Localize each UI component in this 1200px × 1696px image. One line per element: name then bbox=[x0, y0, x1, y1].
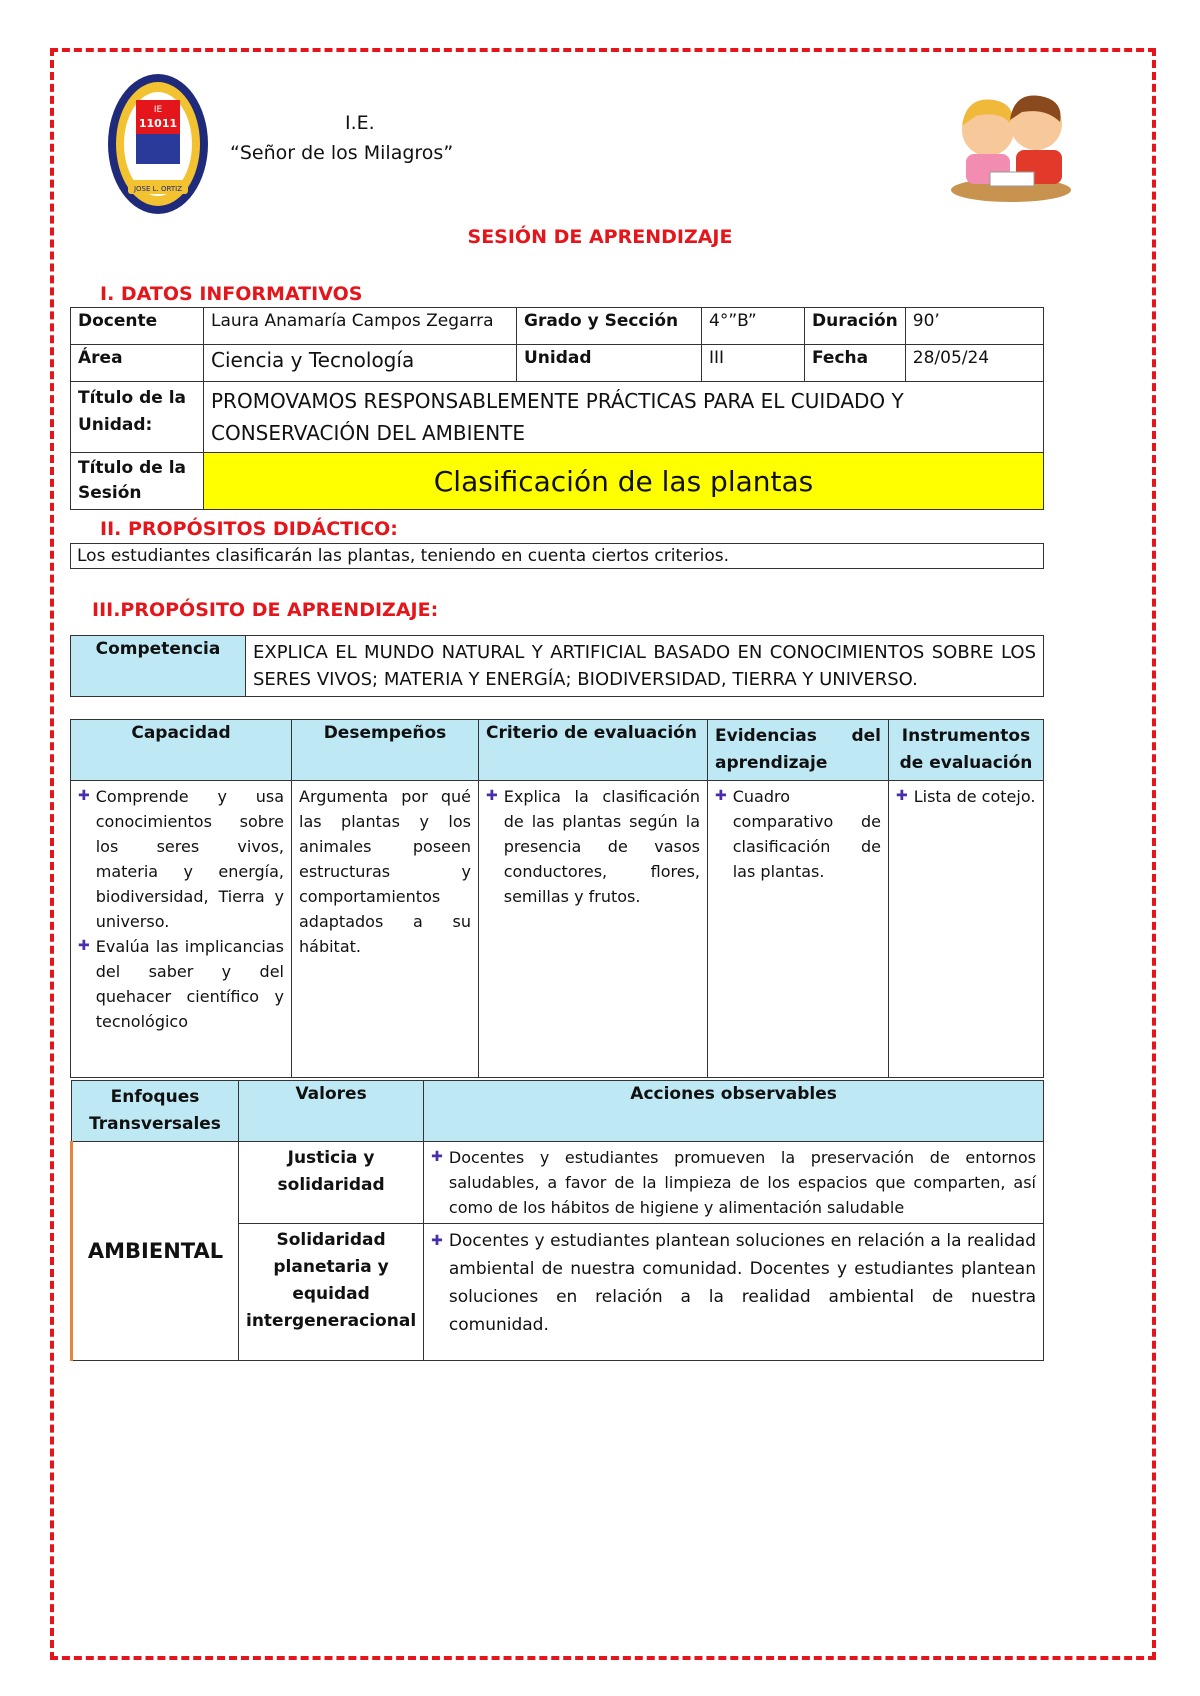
unidad-label: Unidad bbox=[517, 345, 702, 382]
list-item: ✚ Explica la clasificación de las plantas según la presencia de vasos conductores, flores, semillas y frutos. bbox=[486, 784, 700, 909]
titulo-unidad-value: PROMOVAMOS RESPONSABLEMENTE PRÁCTICAS PARA EL CUIDADO Y CONSERVACIÓN DEL AMBIENTE bbox=[204, 382, 1044, 453]
accion-2 bbox=[424, 1224, 1044, 1361]
header-capacidad: Capacidad bbox=[71, 720, 292, 781]
evaluation-table bbox=[70, 719, 1044, 1078]
cell-criterio bbox=[479, 781, 708, 1078]
grado-value: 4°”B” bbox=[702, 308, 805, 345]
list-item: ✚ Comprende y usa conocimientos sobre los seres vivos, materia y energía, biodiversidad, Tierra y universo. bbox=[78, 784, 284, 934]
section-proposito-aprendizaje: III.PROPÓSITO DE APRENDIZAJE: bbox=[92, 599, 439, 621]
cell-instrumentos bbox=[889, 781, 1044, 1078]
enfoques-table bbox=[70, 1080, 1044, 1361]
cell-desempenos: Argumenta por qué las plantas y los animales poseen estructuras y comportamientos adaptados a su hábitat. bbox=[292, 781, 479, 1078]
titulo-sesion-label: Título de la Sesión bbox=[71, 453, 204, 510]
proposito-didactico-table bbox=[70, 543, 1044, 569]
docente-label: Docente bbox=[71, 308, 204, 345]
fecha-value: 28/05/24 bbox=[905, 345, 1043, 382]
header-evidencias: Evidencias del aprendizaje bbox=[708, 720, 889, 781]
bullet-icon: ✚ bbox=[431, 1149, 443, 1165]
kids-reading-image bbox=[946, 86, 1076, 204]
list-item: ✚ Cuadro comparativo de clasificación de las plantas. bbox=[715, 784, 881, 884]
bullet-icon: ✚ bbox=[486, 788, 498, 804]
list-item: ✚ Docentes y estudiantes plantean soluciones en relación a la realidad ambiental de nuestra comunidad. Docentes y estudiantes plantean soluciones en relación a la realidad ambiental de nuestra comunidad. bbox=[431, 1227, 1036, 1339]
section-datos-informativos: I. DATOS INFORMATIVOS bbox=[100, 283, 363, 305]
competencia-value: EXPLICA EL MUNDO NATURAL Y ARTIFICIAL BASADO EN CONOCIMIENTOS SOBRE LOS SERES VIVOS; MATERIA Y ENERGÍA; BIODIVERSIDAD, TIERRA Y UNIVERSO. bbox=[246, 636, 1044, 697]
list-item: ✚ Evalúa las implicancias del saber y del quehacer científico y tecnológico bbox=[78, 934, 284, 1034]
fecha-label: Fecha bbox=[805, 345, 906, 382]
session-title: SESIÓN DE APRENDIZAJE bbox=[467, 226, 733, 248]
duracion-label: Duración bbox=[805, 308, 906, 345]
valor-solidaridad: Solidaridad planetaria y equidad intergeneracional bbox=[239, 1224, 424, 1361]
bullet-icon: ✚ bbox=[431, 1233, 443, 1249]
section-propositos: II. PROPÓSITOS DIDÁCTICO: bbox=[100, 518, 398, 540]
header-criterio: Criterio de evaluación bbox=[479, 720, 708, 781]
unidad-value: III bbox=[702, 345, 805, 382]
accion-1 bbox=[424, 1142, 1044, 1224]
info-table bbox=[70, 307, 1044, 510]
bullet-icon: ✚ bbox=[715, 788, 727, 804]
bullet-icon: ✚ bbox=[78, 938, 90, 954]
proposito-didactico-text: Los estudiantes clasificarán las plantas, teniendo en cuenta ciertos criterios. bbox=[71, 544, 1044, 569]
list-item: ✚ Lista de cotejo. bbox=[896, 784, 1036, 809]
header-desempenos: Desempeños bbox=[292, 720, 479, 781]
school-logo bbox=[106, 72, 210, 216]
duracion-value: 90’ bbox=[905, 308, 1043, 345]
logo-number: 11011 bbox=[138, 117, 178, 130]
school-line1: I.E. bbox=[345, 112, 375, 134]
header-instrumentos: Instrumentos de evaluación bbox=[889, 720, 1044, 781]
header-valores: Valores bbox=[239, 1081, 424, 1142]
area-value: Ciencia y Tecnología bbox=[204, 345, 517, 382]
area-label: Área bbox=[71, 345, 204, 382]
bullet-icon: ✚ bbox=[78, 788, 90, 804]
valor-justicia: Justicia y solidaridad bbox=[239, 1142, 424, 1224]
logo-bottom-text: JOSE L. ORTIZ bbox=[133, 185, 183, 193]
header-acciones: Acciones observables bbox=[424, 1081, 1044, 1142]
competencia-label: Competencia bbox=[71, 636, 246, 697]
titulo-unidad-label: Título de la Unidad: bbox=[71, 382, 204, 453]
cell-capacidad bbox=[71, 781, 292, 1078]
school-line2: “Señor de los Milagros” bbox=[230, 142, 454, 164]
logo-ie: IE bbox=[153, 105, 163, 115]
cell-evidencias bbox=[708, 781, 889, 1078]
header-enfoques: Enfoques Transversales bbox=[72, 1081, 239, 1142]
list-item: ✚ Docentes y estudiantes promueven la preservación de entornos saludables, a favor de la limpieza de los espacios que comparten, así como de los hábitos de higiene y alimentación saludable bbox=[431, 1145, 1036, 1220]
enfoque-ambiental: AMBIENTAL bbox=[72, 1142, 239, 1361]
competencia-table bbox=[70, 635, 1044, 697]
school-name bbox=[230, 108, 530, 168]
grado-label: Grado y Sección bbox=[517, 308, 702, 345]
titulo-sesion-value: Clasificación de las plantas bbox=[204, 453, 1044, 510]
bullet-icon: ✚ bbox=[896, 788, 908, 804]
docente-value: Laura Anamaría Campos Zegarra bbox=[204, 308, 517, 345]
